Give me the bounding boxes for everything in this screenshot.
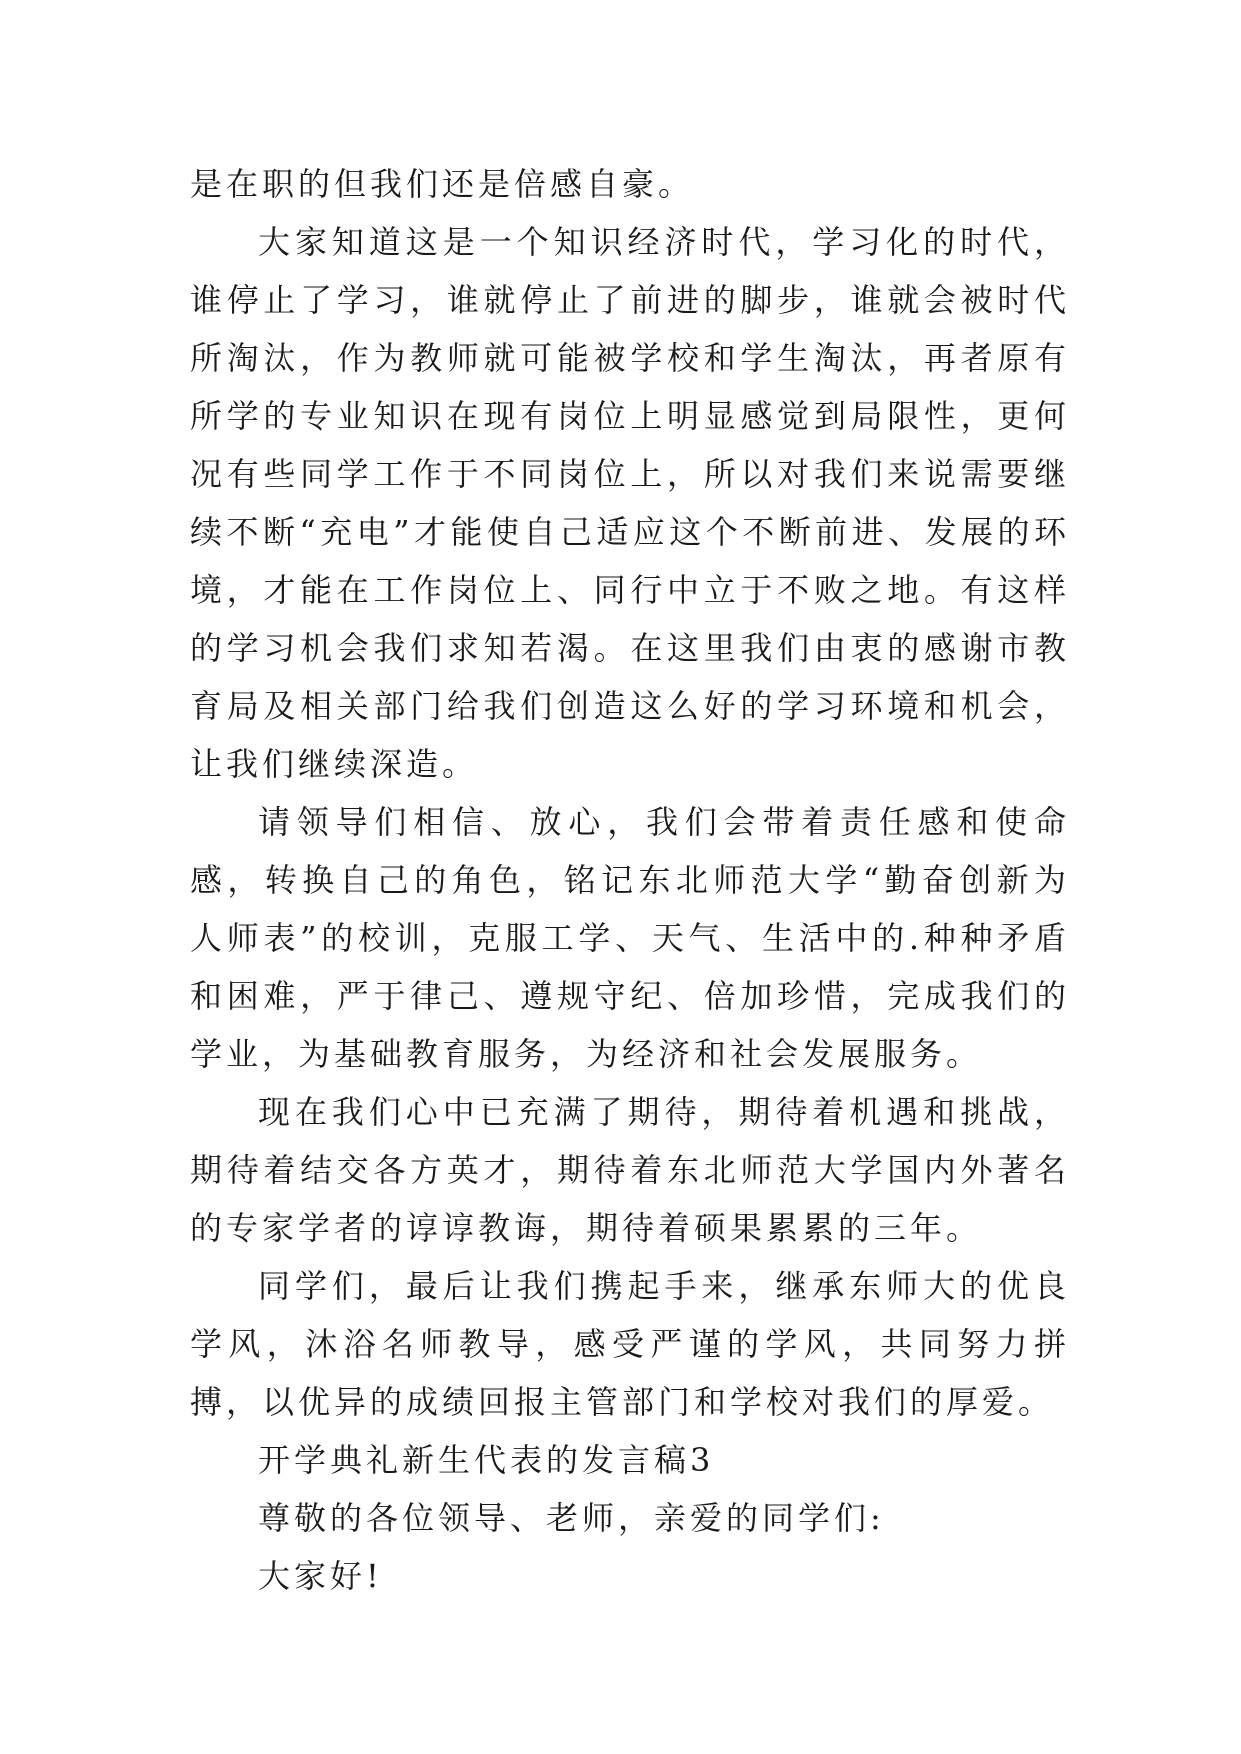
paragraph-continued: 是在职的但我们还是倍感自豪。	[190, 165, 695, 203]
section-heading: 开学典礼新生代表的发言稿3	[258, 1441, 715, 1479]
paragraph-expectations: 现在我们心中已充满了期待，期待着机遇和挑战，期待着结交各方英才，期待着东北师范大学国内外著名的专家学者的谆谆教诲，期待着硕果累累的三年。	[190, 1093, 1070, 1247]
paragraph-commitment: 请领导们相信、放心，我们会带着责任感和使命感，转换自己的角色，铭记东北师范大学“勤奋创新为人师表”的校训，克服工学、天气、生活中的.种种矛盾和困难，严于律己、遵规守纪、倍加珍惜，完成我们的学业，为基础教育服务，为经济和社会发展服务。	[190, 803, 1070, 1073]
greeting: 大家好!	[258, 1557, 383, 1595]
salutation: 尊敬的各位领导、老师，亲爱的同学们:	[258, 1499, 885, 1537]
paragraph-closing: 同学们，最后让我们携起手来，继承东师大的优良学风，沐浴名师教导，感受严谨的学风，共同努力拼搏，以优异的成绩回报主管部门和学校对我们的厚爱。	[190, 1267, 1070, 1421]
paragraph-knowledge-economy: 大家知道这是一个知识经济时代，学习化的时代，谁停止了学习，谁就停止了前进的脚步，谁就会被时代所淘汰，作为教师就可能被学校和学生淘汰，再者原有所学的专业知识在现有岗位上明显感觉到局限性，更何况有些同学工作于不同岗位上，所以对我们来说需要继续不断“充电”才能使自己适应这个不断前进、发展的环境，才能在工作岗位上、同行中立于不败之地。有这样的学习机会我们求知若渴。在这里我们由衷的感谢市教育局及相关部门给我们创造这么好的学习环境和机会，让我们继续深造。	[190, 223, 1070, 783]
document-body	[190, 155, 1070, 1605]
